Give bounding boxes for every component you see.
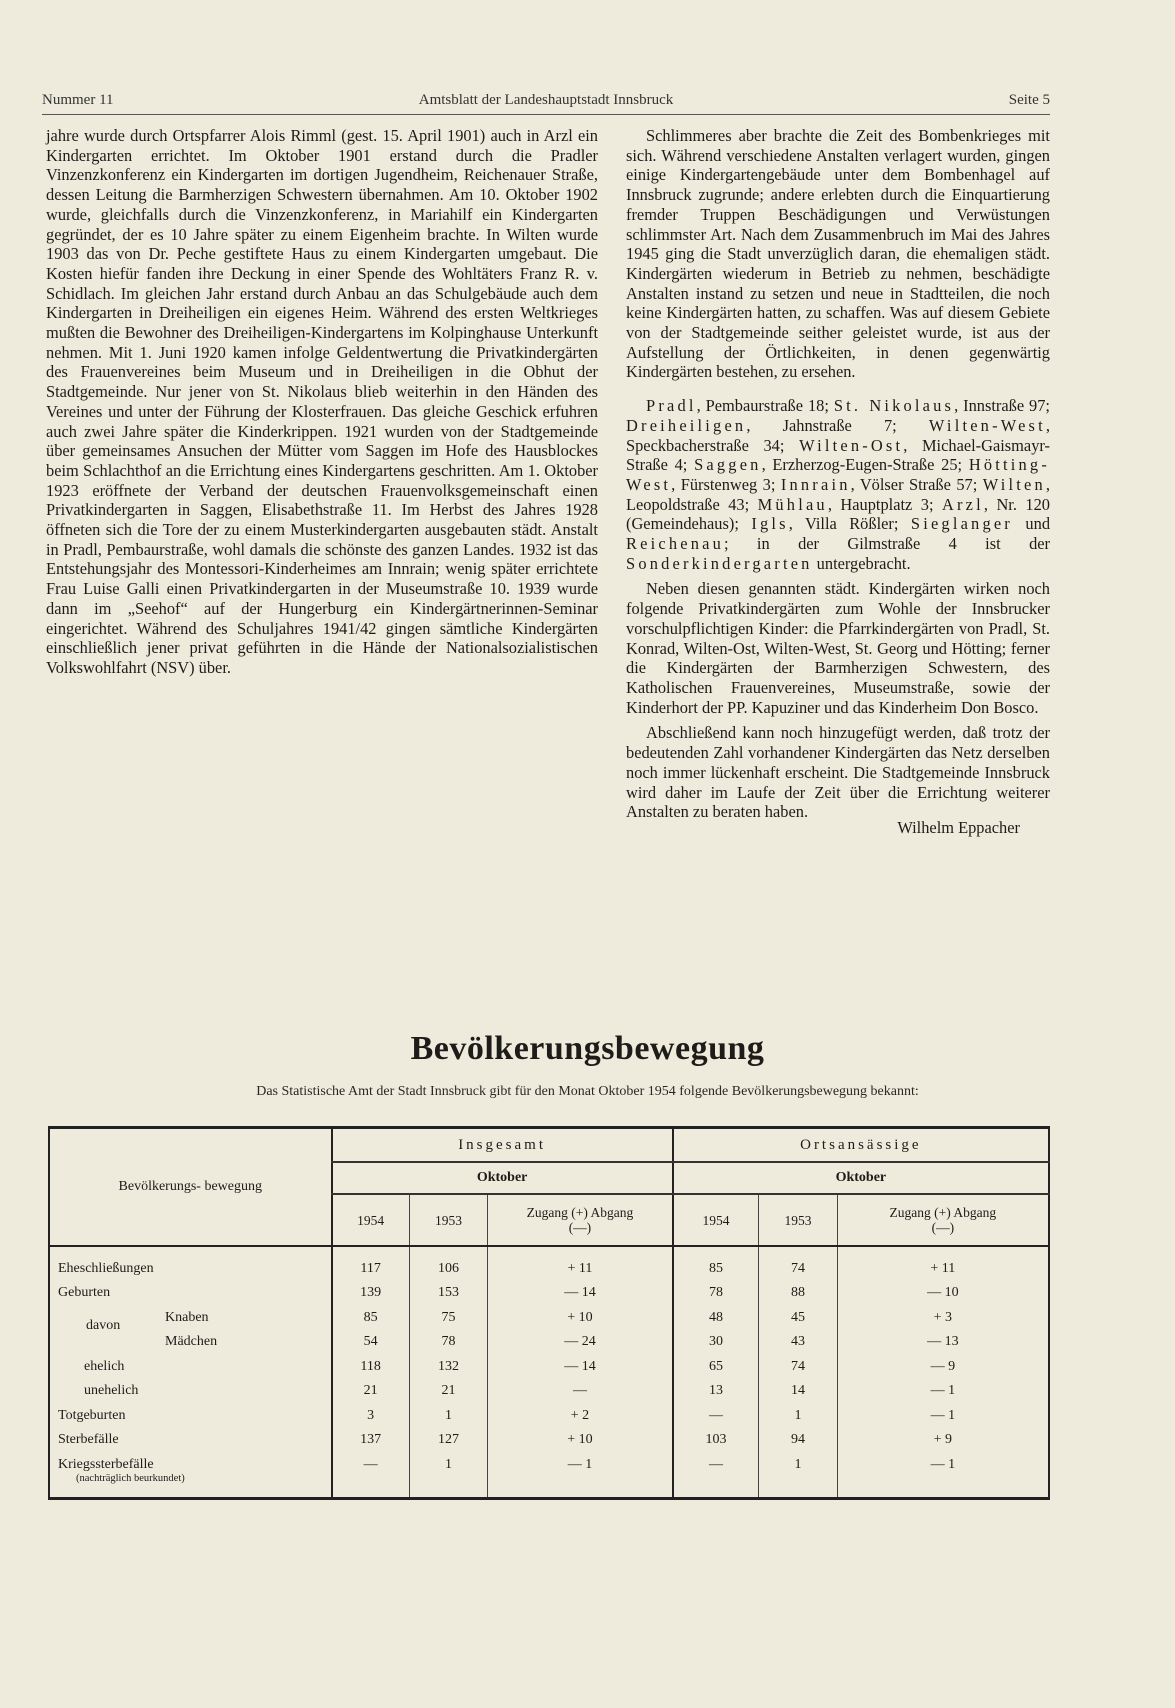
- table-cell: —: [488, 1379, 673, 1404]
- row-label: Totgeburten: [58, 1407, 126, 1423]
- location-address: , Nr. 120 (Gemeindehaus);: [626, 494, 1050, 534]
- table-row: [49, 1330, 1049, 1355]
- table-cell: 14: [759, 1379, 837, 1404]
- publication-title: Amtsblatt der Landeshauptstadt Innsbruck: [418, 92, 674, 108]
- table-cell: — 1: [837, 1379, 1049, 1404]
- row-label: Sterbefälle: [58, 1432, 119, 1448]
- col-header: 1953: [409, 1194, 487, 1246]
- table-cell: 75: [409, 1306, 487, 1331]
- table-cell: 54: [332, 1330, 410, 1355]
- table-cell: 85: [332, 1306, 410, 1331]
- table-row: [49, 1404, 1049, 1429]
- row-label: unehelich: [84, 1383, 139, 1399]
- location-name: Sonderkindergarten: [626, 553, 813, 573]
- table-cell: — 9: [837, 1355, 1049, 1380]
- row-label-cell: [49, 1330, 332, 1355]
- table-cell: —: [332, 1453, 410, 1499]
- row-label-cell: [49, 1379, 332, 1404]
- table-cell: 30: [673, 1330, 759, 1355]
- location-name: Reichenau: [626, 534, 724, 554]
- table-cell: 65: [673, 1355, 759, 1380]
- article-paragraph: Neben diesen genannten städt. Kindergärten wirken noch folgende Privatkindergärten zum Wohle der Innsbrucker vorschulpflichtigen Kinder: die Pfarrkindergärten von Pradl, St. Konrad, Wilten-Ost, Wilten-West, St. Georg und Hötting; ferner die Kindergärten der Barmherzigen Schwestern, des Katholischen Frauenvereines, Museumstraße, sowie der Kinderhort der PP. Kapuziner und das Kinderheim Don Bosco.: [626, 579, 1050, 717]
- row-label: Kriegssterbefälle: [58, 1456, 154, 1472]
- table-cell: 118: [332, 1355, 410, 1380]
- table-cell: 78: [409, 1330, 487, 1355]
- row-label-cell: [49, 1306, 332, 1331]
- row-header: Bevölkerungs- bewegung: [49, 1128, 332, 1247]
- page-number: Seite 5: [1008, 92, 1050, 108]
- col-header: 1954: [332, 1194, 410, 1246]
- table-cell: + 10: [488, 1428, 673, 1453]
- table-cell: — 10: [837, 1281, 1049, 1306]
- month-header: Oktober: [332, 1162, 673, 1194]
- table-cell: 117: [332, 1246, 410, 1281]
- location-name: Arzl: [941, 494, 984, 514]
- month-header: Oktober: [673, 1162, 1049, 1194]
- location-name: Wilten-West: [928, 415, 1046, 435]
- location-address: , Speckbacherstraße 34;: [626, 415, 1050, 455]
- table-cell: 74: [759, 1246, 837, 1281]
- davon-label: davon: [86, 1317, 121, 1333]
- table-cell: + 3: [837, 1306, 1049, 1331]
- location-name: Wilten-Ost: [799, 435, 904, 455]
- table-row: [49, 1379, 1049, 1404]
- table-row: [49, 1428, 1049, 1453]
- table-cell: 127: [409, 1428, 487, 1453]
- table-cell: 94: [759, 1428, 837, 1453]
- table-cell: — 14: [488, 1355, 673, 1380]
- table-cell: + 9: [837, 1428, 1049, 1453]
- table-cell: 106: [409, 1246, 487, 1281]
- location-address: , Leopoldstraße 43;: [626, 474, 1050, 514]
- table-cell: — 24: [488, 1330, 673, 1355]
- table-cell: 43: [759, 1330, 837, 1355]
- row-note: (nachträglich beurkundet): [76, 1472, 185, 1484]
- page-header: [42, 92, 1050, 115]
- table-cell: 85: [673, 1246, 759, 1281]
- col-header: Zugang (+) Abgang (—): [837, 1194, 1049, 1246]
- row-label-cell: [49, 1404, 332, 1429]
- row-label-cell: [49, 1281, 332, 1306]
- table-cell: — 1: [837, 1453, 1049, 1499]
- table-cell: — 13: [837, 1330, 1049, 1355]
- article-paragraph: Schlimmeres aber brachte die Zeit des Bombenkrieges mit sich. Während verschiedene Anstalten verlagert wurden, gingen einige Kindergartengebäude unter dem Bombenhagel auf Innsbruck zugrunde; andere erlebten durch die Einquartierung fremder Truppen Beschädigungen und Verwüstungen schlimmster Art. Nach dem Zusammenbruch im Mai des Jahres 1945 ging die Stadt unverzüglich daran, die ehemaligen städt. Kindergärten wiederum in Betrieb zu nehmen, beschädigte Anstalten instand zu setzen und neue in Stadtteilen, die noch keine Kindergärten hatten, zu schaffen. Was auf diesem Gebiete von der Stadtgemeinde seither geleistet wurde, ist aus der Aufstellung der Örtlichkeiten, in denen gegenwärtig Kindergärten bestehen, zu ersehen.: [626, 126, 1050, 382]
- table-cell: 13: [673, 1379, 759, 1404]
- article-right-column: [626, 126, 1050, 838]
- row-label-cell: [49, 1453, 332, 1499]
- location-address: , Erzherzog-Eugen-Straße 25;: [761, 455, 969, 475]
- row-label-cell: [49, 1355, 332, 1380]
- table-cell: + 10: [488, 1306, 673, 1331]
- table-cell: 132: [409, 1355, 487, 1380]
- table-cell: + 11: [837, 1246, 1049, 1281]
- table-cell: 139: [332, 1281, 410, 1306]
- table-cell: + 11: [488, 1246, 673, 1281]
- table-cell: 3: [332, 1404, 410, 1429]
- location-address: , Fürstenweg 3;: [671, 474, 781, 494]
- location-address: untergebracht.: [812, 553, 911, 573]
- table-cell: 1: [409, 1453, 487, 1499]
- location-name: Innrain: [780, 474, 851, 494]
- table-cell: 153: [409, 1281, 487, 1306]
- table-cell: —: [673, 1404, 759, 1429]
- table-cell: 137: [332, 1428, 410, 1453]
- location-name: Saggen: [694, 455, 762, 475]
- row-label: Knaben: [165, 1309, 209, 1325]
- location-address: und: [1012, 514, 1051, 534]
- issue-number: Nummer 11: [42, 92, 114, 108]
- location-address: , Villa Rößler;: [788, 514, 911, 534]
- table-cell: 74: [759, 1355, 837, 1380]
- location-name: Igls: [751, 514, 789, 534]
- location-address: , Hauptplatz 3;: [827, 494, 942, 514]
- table-cell: 21: [409, 1379, 487, 1404]
- group-header-residents: Ortsansässige: [673, 1128, 1049, 1163]
- table-cell: 103: [673, 1428, 759, 1453]
- col-header: 1954: [673, 1194, 759, 1246]
- table-cell: 78: [673, 1281, 759, 1306]
- location-name: Pradl: [646, 396, 697, 416]
- location-address: , Innstraße 97;: [954, 396, 1050, 416]
- location-name: Sieglanger: [910, 514, 1013, 534]
- article-paragraph: Abschließend kann noch hinzugefügt werden, daß trotz der bedeutenden Zahl vorhandener Kindergärten das Netz derselben noch immer lückenhaft erscheint. Die Stadtgemeinde Innsbruck wird daher im Laufe der Zeit über die Errichtung weiterer Anstalten zu beraten haben.: [626, 723, 1050, 822]
- table-cell: 1: [759, 1453, 837, 1499]
- row-label-cell: [49, 1428, 332, 1453]
- row-label: Geburten: [58, 1285, 111, 1301]
- row-label: ehelich: [84, 1358, 125, 1374]
- row-label: Mädchen: [165, 1334, 218, 1350]
- location-address: ; in der Gilmstraße 4 ist der: [723, 534, 1050, 554]
- location-address: , Pembaurstraße 18;: [696, 396, 834, 416]
- location-address: , Michael-Gaismayr-Straße 4;: [626, 435, 1050, 475]
- table-row: [49, 1306, 1049, 1331]
- table-row: [49, 1453, 1049, 1499]
- row-label: Eheschließungen: [58, 1261, 154, 1276]
- table-cell: 1: [409, 1404, 487, 1429]
- article-left-column: [46, 126, 598, 678]
- location-name: Mühlau: [757, 494, 828, 514]
- table-cell: + 2: [488, 1404, 673, 1429]
- location-name: Dreiheiligen: [626, 415, 747, 435]
- col-header: 1953: [759, 1194, 837, 1246]
- author-signature: Wilhelm Eppacher: [897, 817, 1020, 837]
- table-cell: 21: [332, 1379, 410, 1404]
- table-row: [49, 1246, 1049, 1281]
- table-row: [49, 1281, 1049, 1306]
- section-intro: Das Statistische Amt der Stadt Innsbruck gibt für den Monat Oktober 1954 folgende Bevölkerungsbewegung bekannt:: [256, 1084, 919, 1099]
- location-address: , Jahnstraße 7;: [746, 415, 929, 435]
- table-cell: — 1: [488, 1453, 673, 1499]
- location-name: St. Nikolaus: [833, 396, 955, 416]
- table-cell: —: [673, 1453, 759, 1499]
- table-cell: 48: [673, 1306, 759, 1331]
- population-table: [48, 1126, 1050, 1500]
- table-cell: 45: [759, 1306, 837, 1331]
- table-cell: 1: [759, 1404, 837, 1429]
- table-row: [49, 1355, 1049, 1380]
- article-paragraph: jahre wurde durch Ortspfarrer Alois Rimml (gest. 15. April 1901) auch in Arzl ein Kindergarten errichtet. Im Oktober 1901 erstand durch die Pradler Vinzenzkonferenz ein Kindergarten im dortigen Jugendheim, Reichenauer Straße, dessen Leitung die Barmherzigen Schwestern übernahmen. Am 10. Oktober 1902 wurde, gleichfalls durch die Vinzenzkonferenz, in Mariahilf ein Kindergarten gegründet, der es 10 Jahre später zu einem Eigenheim brachte. In Wilten wurde 1903 das von Dr. Peche gestiftete Haus zu einem Kindergarten umgebaut. Die Kosten hiefür fanden ihre Deckung in einer Spende des Wohltäters Franz R. v. Schidlach. Im gleichen Jahr erstand durch Anbau an das Schulgebäude auch dem Kindergarten in Dreiheiligen ein eigenes Heim. Während des ersten Weltkrieges mußten die Bewohner des Dreiheiligen-Kindergartens im Kolpinghause Unterkunft nehmen. Mit 1. Juni 1920 kamen infolge Geldentwertung die Privatkindergärten des Frauenvereines beim Museum und in Dreiheiligen in die Obhut der Stadtgemeinde. Nur jener von St. Nikolaus blieb weiterhin in den Händen des Vereines und unter der Führung der Klosterfrauen. Das gleiche Geschick erfuhren auch zwei Jahre später die Kinderkrippen. 1921 wurden von der Stadtgemeinde über gemeinsames Ansuchen der Mütter vom Saggen im Hofe des Hausblockes beim Schlachthof an die Errichtung eines Kindergartens geschritten. Am 1. Oktober 1923 eröffnete der Verband der deutschen Frauenvolksgemeinschaft einen Privatkindergarten in Saggen, Elisabethstraße 11. Im Herbst des Jahres 1928 öffneten sich die Tore der zu einem Musterkindergarten ausgebauten städt. Anstalt in Pradl, Pembaurstraße, wohl damals die schönste des ganzen Landes. 1932 ist das Entstehungsjahr des Montessori-Kinderheimes am Innrain; wenig später errichtete Frau Luise Galli einen Privatkindergarten in der Museumstraße 10. 1939 wurde dann im „Seehof“ auf der Hungerburg ein Kindergärtnerinnen-Seminar eingerichtet. Während des Schuljahres 1941/42 gingen sämtliche Kindergärten einschließlich jener privat geführten in die Hände der Nationalsozialistischen Volkswohlfahrt (NSV) über.: [46, 126, 598, 677]
- kindergarten-locations: [626, 396, 1050, 573]
- section-title: Bevölkerungsbewegung: [410, 1030, 765, 1067]
- location-name: Hötting-West: [626, 455, 1050, 494]
- location-name: Wilten: [982, 474, 1046, 494]
- group-header-total: Insgesamt: [332, 1128, 673, 1163]
- col-header: Zugang (+) Abgang (—): [488, 1194, 673, 1246]
- row-label-cell: [49, 1246, 332, 1281]
- location-address: , Völser Straße 57;: [850, 474, 983, 494]
- table-cell: — 14: [488, 1281, 673, 1306]
- table-cell: 88: [759, 1281, 837, 1306]
- table-cell: — 1: [837, 1404, 1049, 1429]
